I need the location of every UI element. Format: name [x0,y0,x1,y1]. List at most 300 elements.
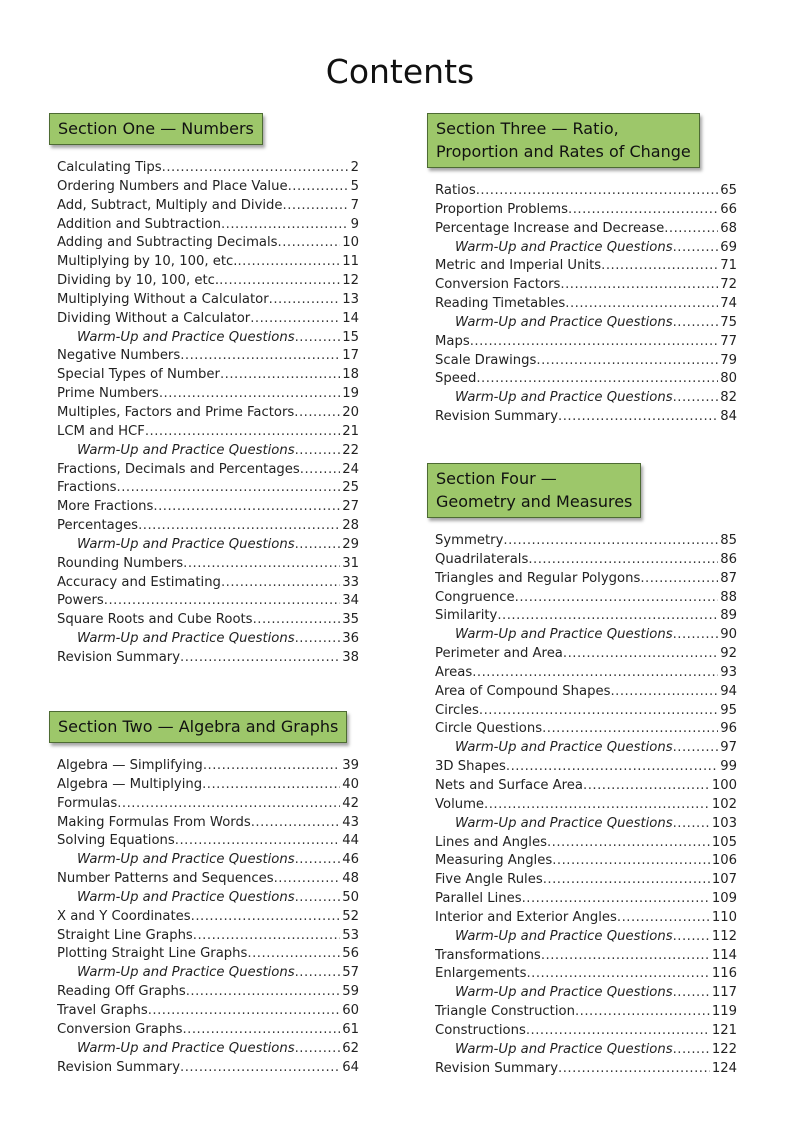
page-number: 17 [342,348,359,364]
entry-title: Warm-Up and Practice Questions [455,985,673,1001]
toc-entry[interactable] [57,1021,359,1040]
dot-leader [543,871,710,890]
page-number: 35 [342,612,359,628]
entry-title: Circles [435,702,479,718]
entry-title: Warm-Up and Practice Questions [455,390,673,406]
entry-title: Ratios [435,183,476,198]
toc-entry[interactable] [57,216,359,235]
toc-entry[interactable] [435,1003,737,1022]
page-title: Contents [325,52,475,91]
toc-entry[interactable] [57,197,359,216]
page-number: 56 [342,946,359,962]
toc-entry[interactable] [435,333,737,352]
toc-entry[interactable] [435,852,737,871]
toc-entry[interactable] [435,370,737,389]
entry-title: Powers [57,593,104,609]
toc-entry[interactable] [435,257,737,276]
entry-title: Warm-Up and Practice Questions [455,314,673,330]
section-heading-line: Section Two — Algebra and Graphs [58,717,339,736]
toc-entry[interactable] [435,220,737,239]
page-number: 112 [711,928,737,944]
page-number: 57 [342,965,359,981]
entry-title: Symmetry [435,533,504,548]
dot-leader [470,333,719,352]
page-number: 75 [720,314,737,330]
dot-leader [250,310,340,329]
dot-leader [203,757,340,776]
toc-entry[interactable] [57,178,359,197]
toc-entry[interactable] [57,851,359,870]
entry-title: Transformations [435,947,541,963]
entry-title: Warm-Up and Practice Questions [77,536,295,552]
section-heading [427,113,700,168]
page-number: 74 [720,296,737,312]
page-number: 42 [342,795,359,811]
dot-leader [253,611,341,630]
dot-leader [221,216,349,235]
toc-entry[interactable] [57,366,359,385]
entry-title: Formulas [57,795,118,811]
entry-title: Solving Equations [57,833,175,849]
page-number: 38 [342,649,359,665]
page-number: 7 [350,197,359,213]
page-number: 52 [342,908,359,924]
page-number: 94 [720,683,737,699]
page-number: 10 [342,235,359,251]
toc-entry[interactable] [435,389,737,408]
entry-title: Straight Line Graphs [57,927,193,943]
entry-title: Dividing Without a Calculator [57,310,251,326]
dot-leader [162,159,349,178]
entry-title: LCM and HCF [57,423,145,439]
dot-leader [497,607,718,626]
toc-entry[interactable] [435,1022,737,1041]
toc-entry[interactable] [435,1041,737,1060]
page-number: 33 [342,574,359,590]
entry-title: Conversion Factors [435,277,561,293]
dot-leader [295,851,341,870]
page-number: 29 [342,536,359,552]
dot-leader [560,276,718,295]
dot-leader [202,776,340,795]
toc-entry[interactable] [57,1059,359,1078]
toc-entry[interactable] [57,461,359,480]
page-number: 69 [720,239,737,255]
page-number: 9 [350,216,359,232]
toc-entry[interactable] [57,814,359,833]
dot-leader [221,574,340,593]
toc-entry[interactable] [435,182,737,201]
page-number: 71 [720,258,737,274]
toc-entry[interactable] [57,945,359,964]
dot-leader [526,965,709,984]
dot-leader [673,1041,710,1060]
entry-title: Plotting Straight Line Graphs [57,946,248,962]
section-three [435,113,737,427]
page-number: 43 [342,814,359,830]
entry-title: Quadrilaterals [435,551,529,567]
entry-title: Warm-Up and Practice Questions [455,815,673,831]
page-number: 92 [720,646,737,662]
page-number: 40 [342,776,359,792]
dot-leader [295,536,341,555]
page-number: 53 [342,927,359,943]
toc-entry[interactable] [435,777,737,796]
toc-entry[interactable] [435,720,737,739]
entry-list [435,182,737,427]
dot-leader [673,314,719,333]
toc-entry[interactable] [435,408,737,427]
toc-entry[interactable] [435,201,737,220]
dot-leader [542,720,718,739]
dot-leader [583,777,710,796]
dot-leader [640,570,718,589]
dot-leader [220,366,340,385]
page-number: 34 [342,593,359,609]
dot-leader [476,370,718,389]
toc-entry[interactable] [57,291,359,310]
toc-entry[interactable] [435,239,737,258]
page-number: 84 [720,409,737,425]
page-number: 86 [720,551,737,567]
entry-title: Perimeter and Area [435,646,563,662]
toc-entry[interactable] [435,607,737,626]
dot-leader [237,253,340,272]
toc-entry[interactable] [435,352,737,371]
dot-leader [145,423,340,442]
dot-leader [274,870,341,889]
toc-entry[interactable] [57,404,359,423]
dot-leader [182,1021,340,1040]
toc-entry[interactable] [57,795,359,814]
toc-entry[interactable] [435,645,737,664]
dot-leader [183,555,340,574]
page-number: 93 [720,664,737,680]
toc-entry[interactable] [57,159,359,178]
entry-title: Maps [435,333,470,349]
entry-title: Special Types of Number [57,367,220,383]
dot-leader [138,517,340,536]
toc-entry[interactable] [435,739,737,758]
section-heading-line: Section One — Numbers [58,119,254,138]
page-number: 110 [711,909,737,925]
entry-title: X and Y Coordinates [57,908,191,924]
page-number: 66 [720,201,737,217]
dot-leader [247,945,340,964]
entry-title: Warm-Up and Practice Questions [77,1040,295,1056]
page-number: 15 [342,329,359,345]
toc-entry[interactable] [435,909,737,928]
section-two [57,711,359,1077]
toc-entry[interactable] [435,890,737,909]
toc-entry[interactable] [57,1040,359,1059]
page-number: 28 [342,518,359,534]
dot-leader [472,664,718,683]
toc-entry[interactable] [57,329,359,348]
toc-entry[interactable] [57,832,359,851]
dot-leader [159,385,340,404]
page-number: 20 [342,404,359,420]
dot-leader [153,498,340,517]
entry-title: Conversion Graphs [57,1021,183,1037]
toc-entry[interactable] [435,664,737,683]
entry-title: Square Roots and Cube Roots [57,612,253,628]
entry-title: Warm-Up and Practice Questions [77,889,295,905]
toc-entry[interactable] [57,498,359,517]
entry-title: Interior and Exterior Angles [435,909,617,925]
dot-leader [295,889,341,908]
entry-title: Metric and Imperial Units [435,258,602,274]
page-number: 68 [720,220,737,236]
dot-leader [288,178,349,197]
page-number: 106 [711,853,737,869]
entry-title: Area of Compound Shapes [435,683,611,699]
toc-entry[interactable] [57,611,359,630]
toc-entry[interactable] [57,310,359,329]
toc-entry[interactable] [435,551,737,570]
page-number: 5 [350,178,359,194]
toc-entry[interactable] [57,479,359,498]
dot-leader [575,1003,710,1022]
entry-title: Warm-Up and Practice Questions [455,627,673,643]
dot-leader [295,442,341,461]
page-number: 59 [342,984,359,1000]
dot-leader [180,1059,340,1078]
dot-leader [476,182,718,201]
entry-title: Ordering Numbers and Place Value [57,178,288,194]
page-number: 11 [342,254,359,270]
page-number: 39 [342,758,359,773]
entry-title: Measuring Angles [435,853,553,869]
entry-title: Circle Questions [435,721,543,737]
toc-entry[interactable] [57,927,359,946]
toc-entry[interactable] [57,517,359,536]
page-number: 103 [711,815,737,831]
page-number: 13 [342,291,359,307]
entry-title: Multiplying Without a Calculator [57,291,269,307]
toc-entry[interactable] [435,815,737,834]
toc-entry[interactable] [435,758,737,777]
entry-title: Revision Summary [435,1060,559,1076]
dot-leader [251,814,341,833]
toc-entry[interactable] [57,889,359,908]
entry-title: 3D Shapes [435,759,506,775]
page-number: 24 [342,461,359,477]
toc-entry[interactable] [435,871,737,890]
toc-entry[interactable] [435,928,737,947]
toc-entry[interactable] [57,1002,359,1021]
toc-entry[interactable] [57,776,359,795]
page-number: 62 [342,1040,359,1056]
dot-leader [565,295,718,314]
entry-title: Warm-Up and Practice Questions [455,239,673,255]
dot-leader [664,220,718,239]
entry-title: Dividing by 10, 100, etc. [57,273,220,289]
entry-list [57,757,359,1077]
page-number: 22 [342,442,359,458]
entry-title: Warm-Up and Practice Questions [455,740,673,756]
dot-leader [117,795,340,814]
toc-entry[interactable] [57,574,359,593]
entry-title: Fractions, Decimals and Percentages [57,461,300,477]
toc-entry[interactable] [435,796,737,815]
dot-leader [673,626,719,645]
dot-leader [278,234,341,253]
entry-title: Warm-Up and Practice Questions [455,928,673,944]
dot-leader [294,404,340,423]
page-number: 87 [720,570,737,586]
page-number: 107 [711,872,737,888]
dot-leader [558,408,718,427]
dot-leader [180,649,340,668]
dot-leader [148,1002,341,1021]
toc-entry[interactable] [57,908,359,927]
page-number: 60 [342,1002,359,1018]
entry-title: Making Formulas From Words [57,814,251,830]
dot-leader [522,890,710,909]
toc-entry[interactable] [57,964,359,983]
toc-entry[interactable] [57,870,359,889]
dot-leader [610,683,718,702]
dot-leader [117,479,341,498]
toc-entry[interactable] [57,423,359,442]
dot-leader [673,815,710,834]
entry-title: Algebra — Simplifying [57,758,203,773]
dot-leader [295,630,341,649]
page-number: 82 [720,390,737,406]
dot-leader [503,532,718,551]
entry-title: Warm-Up and Practice Questions [77,965,295,981]
dot-leader [673,928,710,947]
entry-title: Parallel Lines [435,891,522,907]
entry-title: Warm-Up and Practice Questions [77,442,295,458]
toc-entry[interactable] [435,834,737,853]
entry-title: Revision Summary [57,649,181,665]
dot-leader [300,461,340,480]
dot-leader [219,272,340,291]
dot-leader [541,947,710,966]
toc-entry[interactable] [435,314,737,333]
toc-entry[interactable] [57,347,359,366]
section-heading [49,711,347,743]
page-number: 44 [342,833,359,849]
toc-entry[interactable] [57,630,359,649]
entry-title: Calculating Tips [57,160,162,175]
entry-title: Travel Graphs [57,1002,148,1018]
toc-entry[interactable] [435,984,737,1003]
dot-leader [104,592,340,611]
entry-title: Addition and Subtraction [57,216,221,232]
page-number: 48 [342,871,359,887]
toc-entry[interactable] [435,276,737,295]
toc-entry[interactable] [57,757,359,776]
section-heading-line: Section Three — Ratio, [436,119,619,138]
dot-leader [673,984,710,1003]
toc-entry[interactable] [57,555,359,574]
dot-leader [673,389,719,408]
entry-title: Warm-Up and Practice Questions [77,631,295,647]
page-number: 46 [342,852,359,868]
dot-leader [193,927,340,946]
entry-title: Rounding Numbers [57,555,184,571]
page-number: 90 [720,627,737,643]
page-number: 72 [720,277,737,293]
toc-entry[interactable] [435,683,737,702]
toc-entry[interactable] [57,234,359,253]
page-number: 85 [720,533,737,548]
page-number: 21 [342,423,359,439]
toc-entry[interactable] [57,592,359,611]
page-number: 61 [342,1021,359,1037]
section-one [57,113,359,668]
dot-leader [568,201,718,220]
entry-title: Triangles and Regular Polygons [435,570,641,586]
entry-title: Algebra — Multiplying [57,776,203,792]
entry-title: Reading Timetables [435,296,566,312]
page-number: 116 [711,966,737,982]
dot-leader [186,983,341,1002]
entry-title: Constructions [435,1022,526,1038]
toc-entry[interactable] [435,702,737,721]
toc-entry[interactable] [435,589,737,608]
toc-entry[interactable] [435,626,737,645]
dot-leader [283,197,349,216]
entry-title: Multiples, Factors and Prime Factors [57,404,295,420]
section-heading-line: Geometry and Measures [436,492,633,511]
section-heading-line: Section Four — [436,469,557,488]
toc-entry[interactable] [57,253,359,272]
toc-entry[interactable] [57,385,359,404]
dot-leader [526,1022,710,1041]
entry-title: Percentage Increase and Decrease [435,220,665,236]
page-number: 105 [711,834,737,850]
entry-title: Fractions [57,480,117,496]
toc-entry[interactable] [435,1060,737,1079]
section-four [435,463,737,1078]
toc-entry[interactable] [57,442,359,461]
dot-leader [558,1060,710,1079]
toc-entry[interactable] [435,965,737,984]
dot-leader [673,739,719,758]
page-number: 96 [720,721,737,737]
dot-leader [528,551,718,570]
toc-entry[interactable] [57,272,359,291]
dot-leader [191,908,341,927]
page-number: 89 [720,608,737,624]
toc-entry[interactable] [435,295,737,314]
toc-entry[interactable] [435,947,737,966]
entry-list [435,532,737,1078]
toc-entry[interactable] [435,532,737,551]
toc-entry[interactable] [57,649,359,668]
dot-leader [617,909,710,928]
toc-entry[interactable] [435,570,737,589]
toc-entry[interactable] [57,983,359,1002]
entry-title: Congruence [435,589,515,605]
section-heading [49,113,263,145]
entry-title: Warm-Up and Practice Questions [455,1041,673,1057]
page-number: 12 [342,273,359,289]
page-number: 124 [711,1060,737,1076]
page-number: 122 [711,1041,737,1057]
dot-leader [563,645,718,664]
dot-leader [601,257,718,276]
entry-title: Triangle Construction [435,1004,575,1020]
dot-leader [547,834,710,853]
page-number: 117 [711,985,737,1001]
entry-title: More Fractions [57,499,154,515]
toc-entry[interactable] [57,536,359,555]
